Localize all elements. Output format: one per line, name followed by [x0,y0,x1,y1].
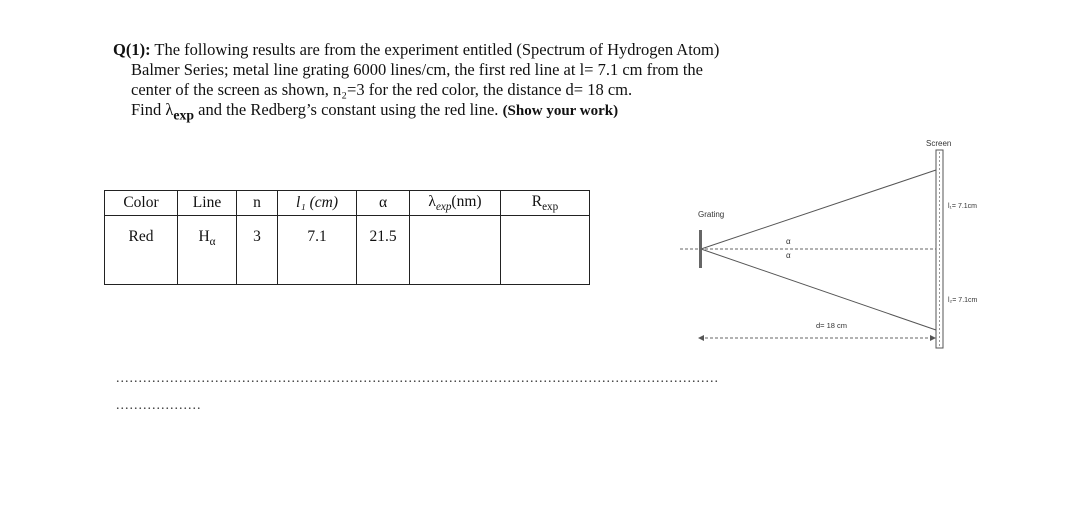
results-table [104,190,590,285]
header-lambda-unit: (nm) [451,192,482,210]
header-lambda-symbol: λ [428,192,436,210]
header-l1 [278,191,357,216]
cell-color: Red [105,216,178,285]
cell-r[interactable] [501,216,590,285]
header-lambda-sub: exp [435,201,452,214]
arrow-left-head [698,335,704,341]
header-r-sub: exp [542,201,559,214]
l1-label: l₁= 7.1cm [948,203,978,210]
ray-bottom [701,249,936,330]
header-lambda [410,191,501,216]
question-number: Q(1): [113,40,151,59]
cell-line [178,216,237,285]
cell-n: 3 [237,216,278,285]
alpha-bottom-label: α [786,251,791,260]
grating-diagram [680,130,1010,360]
cell-line-sub: α [209,236,216,249]
header-r-symbol: R [531,192,543,210]
header-n: n [237,191,278,216]
question-line-2: Balmer Series; metal line grating 6000 lines/cm, the first red line at l= 7.1 cm from the [131,60,703,79]
header-color: Color [105,191,178,216]
table-row [105,216,590,285]
alpha-top-label: α [786,237,791,246]
d-label: d= 18 cm [816,321,848,330]
header-line: Line [178,191,237,216]
task-text: and the Redberg’s constant using the red line. [194,100,503,119]
cell-l1: 7.1 [278,216,357,285]
question-line-4 [113,100,893,125]
question-line-1 [113,40,893,60]
cell-line-h: H [198,228,210,245]
grating-label: Grating [698,210,725,219]
ray-top [701,170,936,249]
screen-label: Screen [926,139,952,148]
arrow-right-head [930,335,936,341]
cell-lambda[interactable] [410,216,501,285]
answer-dots-2: ................... [116,398,202,413]
question-text-1: The following results are from the experiment entitled (Spectrum of Hydrogen Atom) [154,40,720,59]
question-block [113,40,893,125]
header-alpha: α [357,191,410,216]
show-work-note: (Show your work) [502,103,619,119]
l2-label: l₂= 7.1cm [948,297,978,304]
header-r [501,191,590,216]
question-line-3: center of the screen as shown, n₂=3 for the red color, the distance d= 18 cm. [131,80,633,99]
table-header-row [105,191,590,216]
lambda-subscript: exp [173,107,195,123]
find-text: Find λ [131,100,174,119]
answer-dots-1: ...................................................................................................................................... [116,371,719,386]
header-l1-text: l₁ (cm) [296,194,338,211]
cell-alpha: 21.5 [357,216,410,285]
